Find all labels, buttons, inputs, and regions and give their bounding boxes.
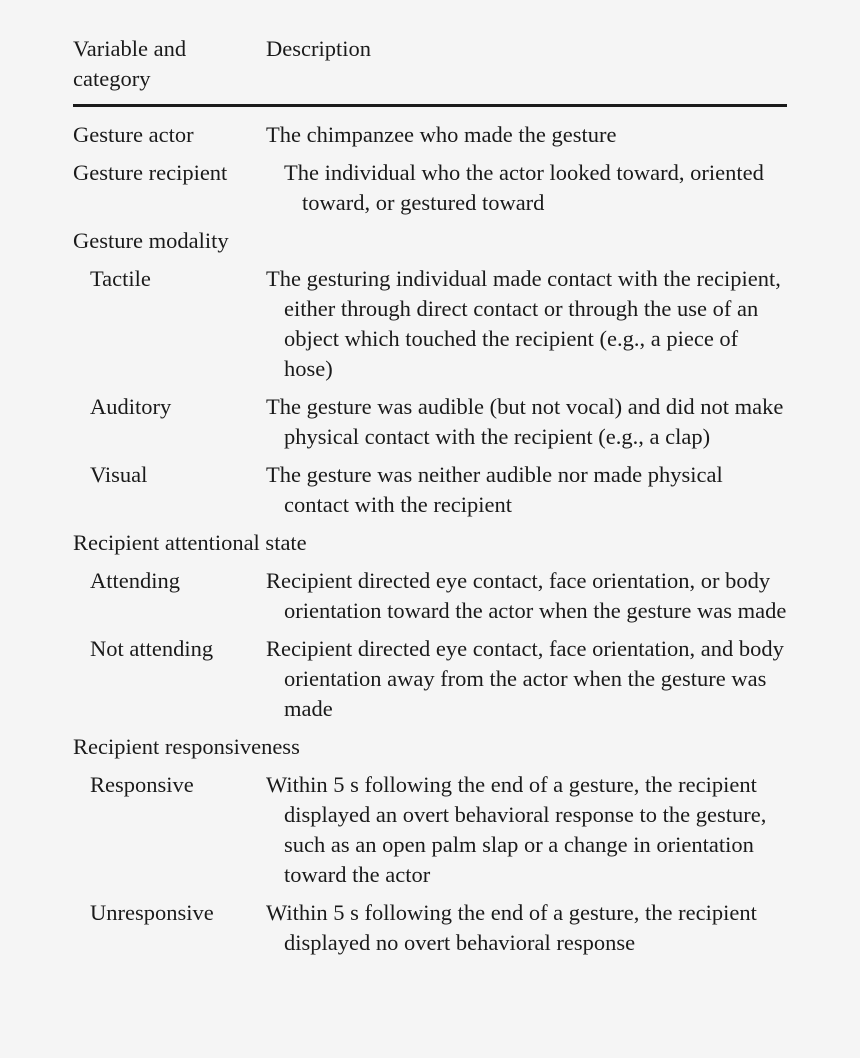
row-description: The gesturing individual made contact with the recipient, either through direct contact or through the use of an object which touched the recipient (e.g., a piece of hose) <box>266 266 781 381</box>
variable-table <box>73 34 787 966</box>
row-variable: Gesture actor <box>73 122 194 147</box>
table-row <box>73 634 787 724</box>
row-description: Recipient directed eye contact, face orientation, or body orientation toward the actor when the gesture was made <box>266 568 787 623</box>
row-description: Within 5 s following the end of a gesture, the recipient displayed no overt behavioral response <box>266 900 757 955</box>
table-body <box>73 120 787 958</box>
row-description: Recipient directed eye contact, face orientation, and body orientation away from the actor when the gesture was made <box>266 636 784 721</box>
row-variable: Responsive <box>90 772 194 797</box>
row-description: The gesture was audible (but not vocal) and did not make physical contact with the recipient (e.g., a clap) <box>266 394 784 449</box>
row-description: The individual who the actor looked toward, oriented toward, or gestured toward <box>284 160 764 215</box>
row-description: The gesture was neither audible nor made physical contact with the recipient <box>266 462 723 517</box>
table-row <box>73 264 787 384</box>
table-row <box>73 566 787 626</box>
row-variable: Gesture recipient <box>73 160 228 185</box>
category-label: Gesture modality <box>73 228 229 253</box>
row-description: The chimpanzee who made the gesture <box>266 122 617 147</box>
table-row <box>73 120 787 150</box>
category-row <box>73 732 787 762</box>
header-variable: Variable and category <box>73 36 187 91</box>
category-row <box>73 528 787 558</box>
row-variable: Tactile <box>90 266 151 291</box>
row-description: Within 5 s following the end of a gesture, the recipient displayed an overt behavioral response to the gesture, such as an open palm slap or a change in orientation toward the actor <box>266 772 767 887</box>
row-variable: Visual <box>90 462 148 487</box>
category-label: Recipient responsiveness <box>73 734 300 759</box>
row-variable: Attending <box>90 568 180 593</box>
table-row <box>73 392 787 452</box>
category-label: Recipient attentional state <box>73 530 307 555</box>
row-variable: Auditory <box>90 394 172 419</box>
table-row <box>73 898 787 958</box>
header-rule <box>73 104 787 107</box>
table-row <box>73 460 787 520</box>
table-row <box>73 770 787 890</box>
category-row <box>73 226 787 256</box>
table-header <box>73 34 787 104</box>
header-description: Description <box>266 36 371 61</box>
table-row <box>73 158 787 218</box>
row-variable: Not attending <box>90 636 214 661</box>
row-variable: Unresponsive <box>90 900 214 925</box>
